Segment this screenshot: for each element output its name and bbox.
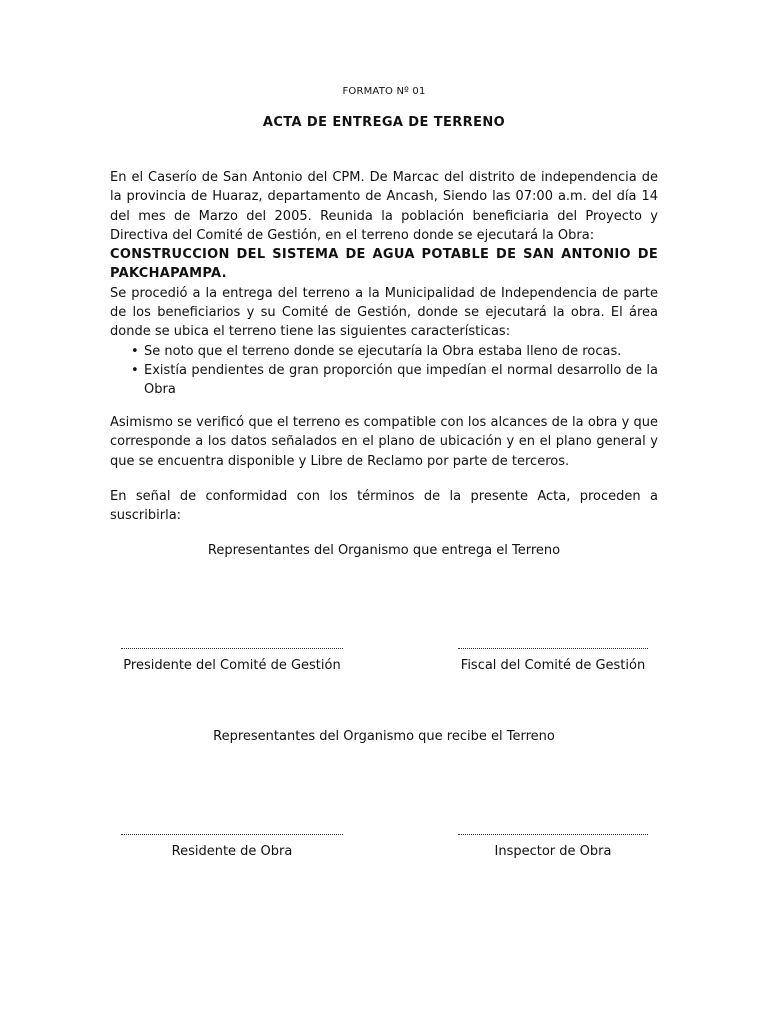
project-name: CONSTRUCCION DEL SISTEMA DE AGUA POTABLE DE SAN ANTONIO DE PAKCHAPAMPA.: [110, 247, 658, 282]
signature-line: [121, 834, 343, 835]
conformity-paragraph: En señal de conformidad con los términos de la presente Acta, proceden a suscribirla:: [110, 489, 658, 524]
bullet-icon: •: [131, 343, 139, 359]
list-item: [110, 342, 658, 361]
signature-label: Residente de Obra: [171, 844, 293, 859]
signature-fiscal: [458, 648, 648, 673]
signature-presidente: [121, 648, 343, 673]
signature-label: Fiscal del Comité de Gestión: [460, 658, 646, 673]
delivery-paragraph: Se procedió a la entrega del terreno a la Municipalidad de Independencia de parte de los beneficiarios y su Comité de Gestión, donde se ejecutará la obra. El área donde se ubica el terreno tiene las siguientes características:: [110, 285, 658, 340]
signature-line: [121, 648, 343, 649]
intro-section: [110, 168, 658, 400]
list-item-text: Existía pendientes de gran proporción que impedían el normal desarrollo de la Obra: [144, 362, 658, 398]
delivering-representatives-heading: Representantes del Organismo que entrega el Terreno: [207, 543, 561, 558]
signature-label: Inspector de Obra: [494, 844, 612, 859]
list-item: [110, 361, 658, 400]
intro-paragraph: En el Caserío de San Antonio del CPM. De Marcac del distrito de independencia de la provincia de Huaraz, departamento de Ancash, Siendo las 07:00 a.m. del día 14 del mes de Marzo del 2005. Reunida la población beneficiaria del Proyecto y Directiva del Comité de Gestión, en el terreno donde se ejecutará la Obra:: [110, 170, 658, 243]
verification-paragraph: Asimismo se verificó que el terreno es compatible con los alcances de la obra y que corresponde a los datos señalados en el plano de ubicación y en el plano general y que se encuentra disponible y Libre de Reclamo por parte de terceros.: [110, 415, 658, 469]
signature-inspector: [458, 834, 648, 859]
signature-line: [458, 834, 648, 835]
format-number: FORMATO Nº 01: [342, 86, 426, 97]
signature-label: Presidente del Comité de Gestión: [123, 658, 341, 673]
characteristics-list: [110, 342, 658, 400]
receiving-representatives-heading: Representantes del Organismo que recibe el Terreno: [213, 729, 555, 744]
bullet-icon: •: [131, 362, 139, 378]
list-item-text: Se noto que el terreno donde se ejecutaría la Obra estaba lleno de rocas.: [144, 343, 622, 359]
signature-line: [458, 648, 648, 649]
document-title: ACTA DE ENTREGA DE TERRENO: [262, 115, 506, 130]
signature-residente: [121, 834, 343, 859]
